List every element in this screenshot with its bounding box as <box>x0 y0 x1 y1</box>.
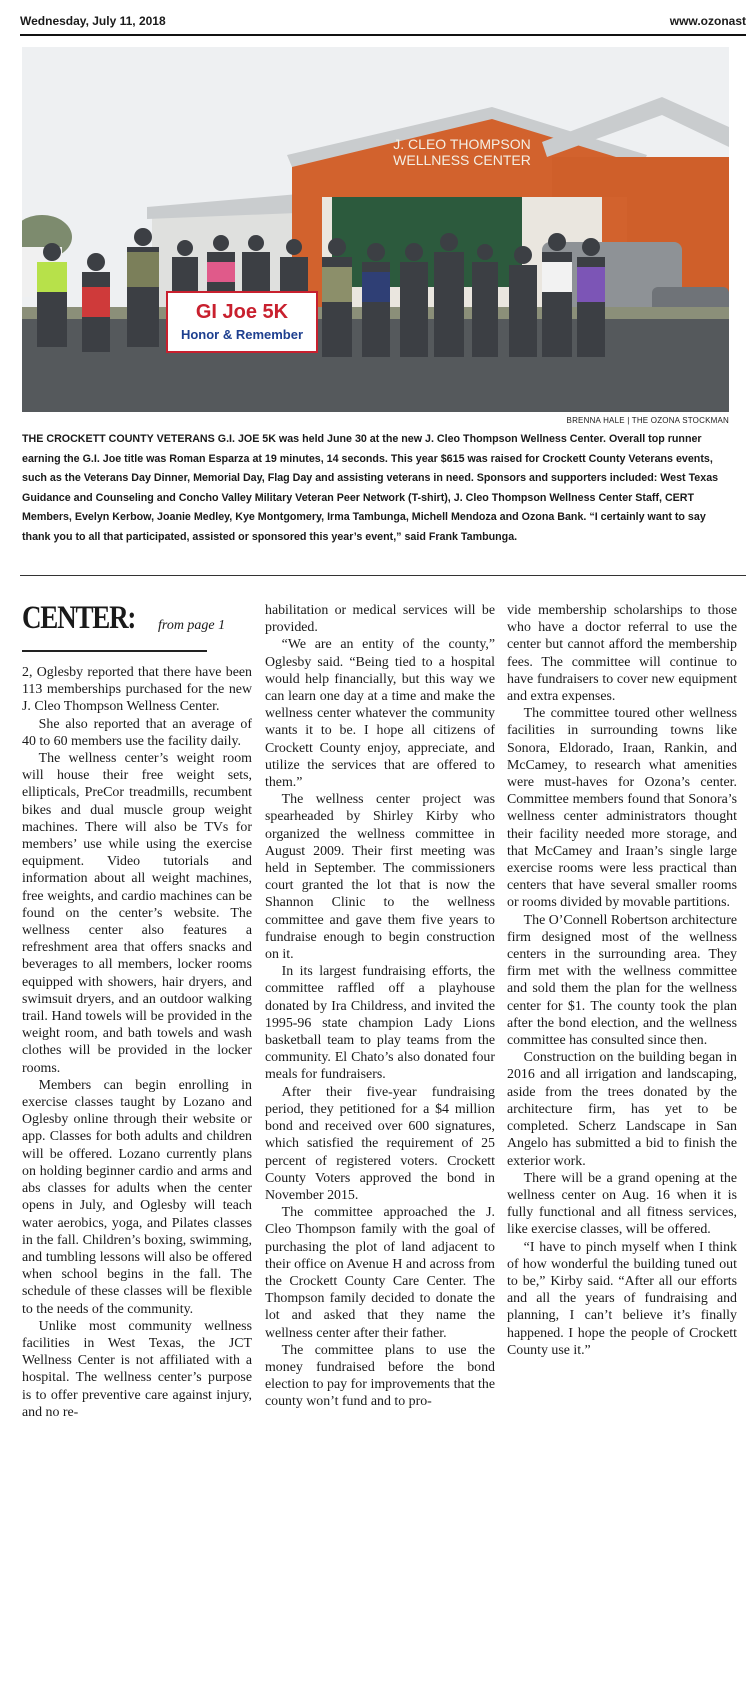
article-paragraph: Construction on the building began in 2016 and all irrigation and landscaping, aside from the trees donated by the architecture firm, has yet to be completed. Scherz Landscape in San Angelo has submitted a bid to finish the exterior work. <box>507 1050 737 1169</box>
article-paragraph: The committee plans to use the money fundraised before the bond election to pay for improvements that the county won’t fund and to pro- <box>265 1342 495 1410</box>
from-page-label: from page 1 <box>158 618 226 633</box>
issue-date: Wednesday, July 11, 2018 <box>20 14 166 28</box>
article-paragraph: After their five-year fundraising period, they petitioned for a $4 million bond and received over 600 signatures, which satisfied the requirement of 25 percent of registered voters. Crockett County Voters approved the bond in November 2015. <box>265 1084 495 1203</box>
article-paragraph: 2, Oglesby reported that there have been 113 memberships purchased for the new J. Cleo Thompson Wellness Center. <box>22 665 252 715</box>
banner-subtitle: Honor & Remember <box>180 327 304 342</box>
building-sign-line2: WELLNESS CENTER <box>393 152 531 168</box>
section-rule <box>20 575 746 576</box>
article-paragraph: There will be a grand opening at the wellness center on Aug. 16 when it is fully functional and all fitness services, like exercise classes, will be offered. <box>507 1170 737 1238</box>
event-photo <box>22 47 729 412</box>
article-paragraph: The wellness center project was spearheaded by Shirley Kirby who organized the wellness committee in August 2009. Their first meeting was held in September. The commissioners court granted the lot that is now the Shannon Clinic to the wellness committee and gave them five years to fundraise enough to begin construction on it. <box>265 792 495 963</box>
article-paragraph: Unlike most community wellness facilities in West Texas, the JCT Wellness Center is not affiliated with a hospital. The wellness center’s purpose is to offer preventive care against injury, and no re- <box>22 1318 252 1420</box>
article-column-2 <box>265 602 495 1674</box>
article-paragraph: vide membership scholarships to those who have a doctor referral to use the center but cannot afford the membership fees. The committee will continue to have fundraisers to cover new equipment and extra expenses. <box>507 603 737 705</box>
article-paragraph: habilitation or medical services will be provided. <box>265 603 495 636</box>
event-photo-illustration <box>22 47 729 412</box>
website-url[interactable]: www.ozonast <box>669 14 746 28</box>
article-paragraph: The committee approached the J. Cleo Thompson family with the goal of purchasing the plot of land adjacent to their office on Avenue H and across from the Crockett County Care Center. The Thompson family decided to donate the lot and asked that they name the wellness center after their father. <box>265 1205 495 1341</box>
article-column-3 <box>507 602 737 1674</box>
building-sign-line1: J. CLEO THOMPSON <box>393 136 531 152</box>
article-paragraph: The wellness center’s weight room will house their free weight sets, ellipticals, PreCor treadmills, recumbent bikes and dual muscle group weight machines. There will also be TVs for members’ use while using the exercise equipment. Video tutorials and information about all weight machines, free weights, and cardio machines can be found on the center’s website. The wellness center also features a refreshment area that offers snacks and beverages to all members, locker rooms equipped with showers, hair dryers, and swimsuit dryers, and an outdoor walking trail. Hand towels will be provided in the weight room, and bath towels and wash clothes will be provided in the locker rooms. <box>22 751 252 1076</box>
article-paragraph: In its largest fundraising efforts, the committee raffled off a playhouse donated by Ira Childress, and invited the 1995-96 state champion Lady Lions basketball team to play teams from the community. El Chato’s also donated four meals for fundraisers. <box>265 964 495 1083</box>
photo-caption: THE CROCKETT COUNTY VETERANS G.I. JOE 5K was held June 30 at the new J. Cleo Thompson Wellness Center. Overall top runner earning the G.I. Joe title was Roman Esparza at 19 minutes, 14 seconds. This year $615 was raised for Crockett County Veterans events, such as the Veterans Day Dinner, Memorial Day, Flag Day and assisting veterans in need. Sponsors and supporters included: West Texas Guidance and Counseling and Concho Valley Military Veteran Peer Network (T-shirt), J. Cleo Thompson Wellness Center Staff, CERT Members, Evelyn Kerbow, Joanie Medley, Kye Montgomery, Irma Tambunga, Michell Mendoza and Ozona Bank. “I certainly want to say thank you to all that participated, assisted or sponsored this year’s event,” said Frank Tambunga. <box>22 433 719 543</box>
article-paragraph: She also reported that an average of 40 to 60 members use the facility daily. <box>22 716 252 749</box>
article-paragraph: Members can begin enrolling in exercise classes taught by Lozano and Oglesby online through their website or app. Classes for both adults and children will be offered. Lozano currently plans on holding beginner cardio and arms and abs classes for adults when the center opens in July, and Oglesby will teach water aerobics, yoga, and Pilates classes in the fall. Children’s boxing, swimming, and tumbling lessons will also be offered when school begins in the fall. The schedule of these classes will be flexible to the needs of the community. <box>22 1077 252 1317</box>
article-column-1 <box>22 664 252 1674</box>
article-paragraph: The O’Connell Robertson architecture firm designed most of the wellness centers in the surrounding area. They firm met with the wellness committee and sold them the plan for the wellness center for $1. The county took the plan after the bond election, and the wellness committee has consulted since then. <box>507 912 737 1049</box>
header-rule <box>20 34 746 36</box>
article-paragraph: “We are an entity of the county,” Oglesby said. “Being tied to a hospital would help financially, but this way we can learn one day at a time and make the wellness center whatever the community wants it to be. I hope all citizens of Crockett County enjoy, appreciate, and utilize the services that are offered to them.” <box>265 637 495 791</box>
article-paragraph: The committee toured other wellness facilities in surrounding towns like Sonora, Eldorado, Iraan, Rankin, and McCamey, to research what amenities were must-haves for Ozona’s center. Committee members found that Sonora’s wellness center administrators thought their facility needed more storage, and that McCamey and Iraan’s single large exercise rooms were less practical than centers that have several smaller rooms or rooms divided by movable partitions. <box>507 706 737 911</box>
article-paragraph: “I have to pinch myself when I think of how wonderful the building tuned out to be,” Kirby said. “After all our efforts and all the years of fundraising and planning, I can’t believe it’s finally happened. I hope the people of Crockett County use it.” <box>507 1239 737 1358</box>
banner-title: GI Joe 5K <box>195 301 289 323</box>
page-header <box>20 14 746 36</box>
jump-kicker: CENTER: <box>22 600 136 636</box>
article-jump-head <box>22 600 252 652</box>
photo-credit: BRENNA HALE | THE OZONA STOCKMAN <box>566 416 729 425</box>
jump-head-rule <box>22 650 207 652</box>
